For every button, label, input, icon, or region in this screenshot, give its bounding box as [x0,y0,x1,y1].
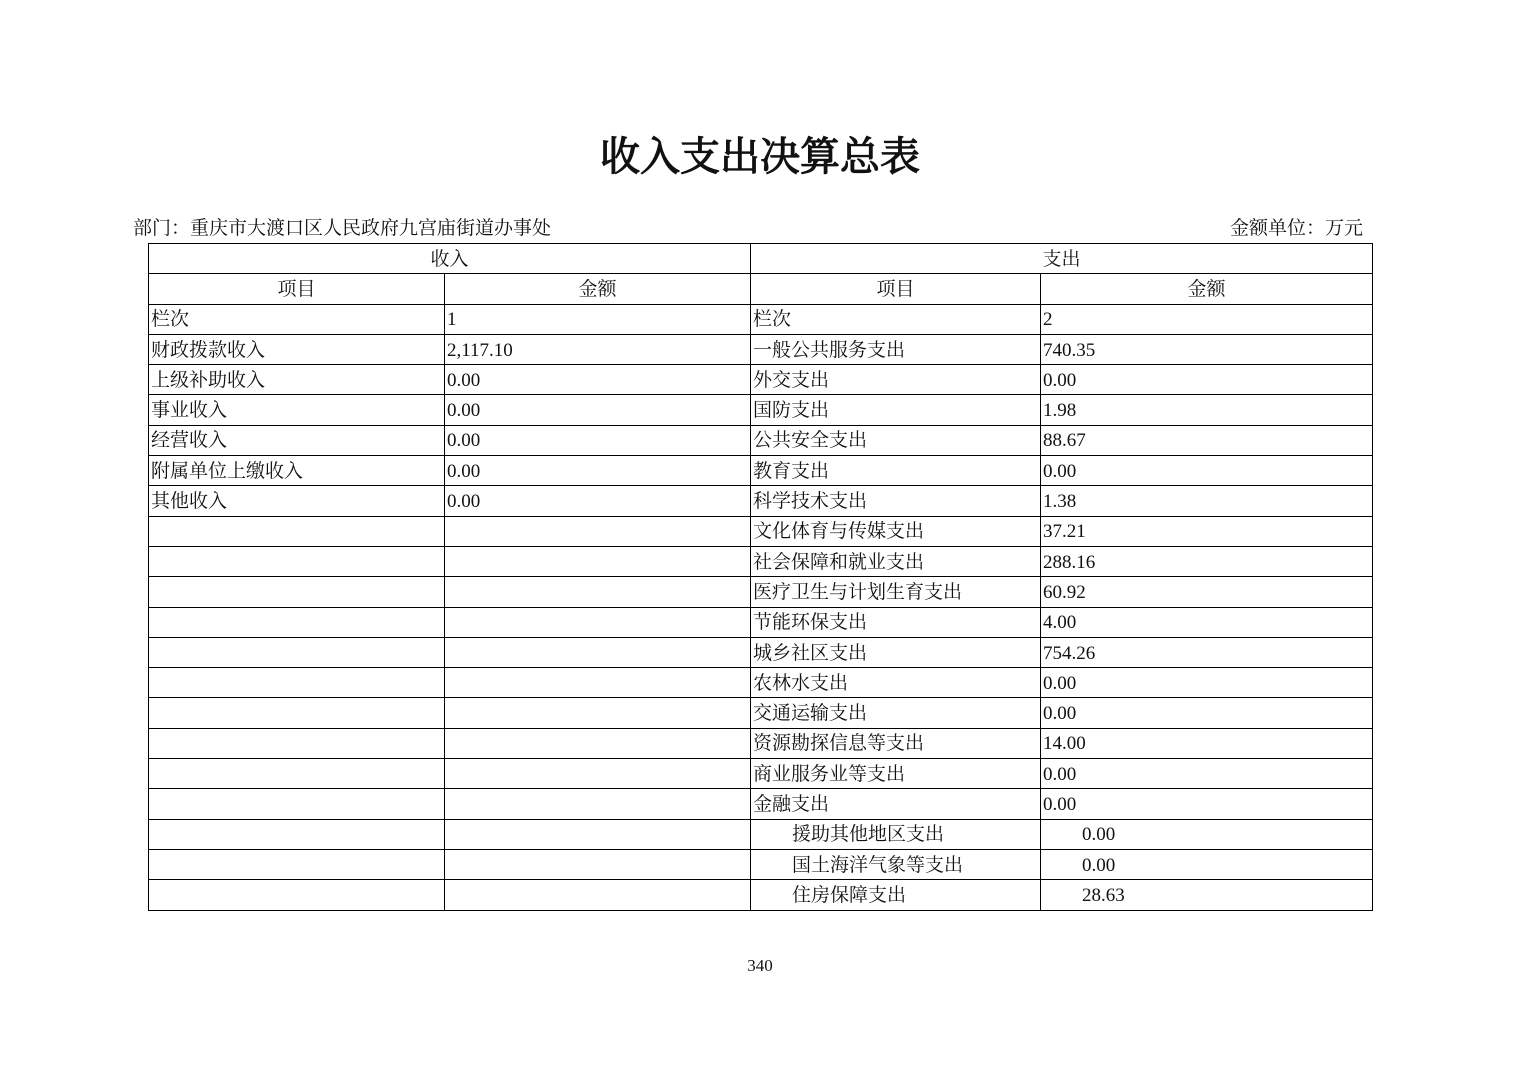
table-row [149,698,1373,728]
income-item-empty [149,880,445,910]
expense-item: 外交支出 [751,365,1041,395]
income-item: 经营收入 [149,425,445,455]
unit-label: 金额单位：万元 [1229,218,1363,239]
budget-table [148,243,1373,911]
income-amount-empty [445,577,751,607]
table-row [149,456,1373,486]
expense-item: 农林水支出 [751,668,1041,698]
table-row [149,637,1373,667]
expense-amount: 60.92 [1041,577,1373,607]
table-row [149,486,1373,516]
expense-amount: 4.00 [1041,607,1373,637]
expense-item: 文化体育与传媒支出 [751,516,1041,546]
table-subheader-row [149,274,1373,304]
table-row [149,577,1373,607]
income-amount-empty [445,637,751,667]
expense-amount: 288.16 [1041,546,1373,576]
income-item-empty [149,668,445,698]
income-amount-empty [445,607,751,637]
income-amount: 0.00 [445,365,751,395]
income-header: 收入 [149,244,751,274]
income-amount-empty [445,849,751,879]
table-row [149,425,1373,455]
income-item-empty [149,728,445,758]
income-item: 上级补助收入 [149,365,445,395]
expense-item: 商业服务业等支出 [751,759,1041,789]
income-amount: 0.00 [445,425,751,455]
expense-item: 社会保障和就业支出 [751,546,1041,576]
expense-index-label: 栏次 [751,304,1041,334]
expense-item: 国土海洋气象等支出 [751,849,1041,879]
expense-amount: 754.26 [1041,637,1373,667]
expense-amount: 0.00 [1041,759,1373,789]
income-amount: 0.00 [445,395,751,425]
expense-item: 援助其他地区支出 [751,819,1041,849]
expense-amount: 740.35 [1041,334,1373,364]
expense-item: 城乡社区支出 [751,637,1041,667]
income-amount-empty [445,728,751,758]
income-item-empty [149,516,445,546]
expense-item: 公共安全支出 [751,425,1041,455]
expense-amount: 0.00 [1041,668,1373,698]
table-row [149,516,1373,546]
income-item-empty [149,637,445,667]
income-item-empty [149,607,445,637]
income-item-empty [149,759,445,789]
income-item-empty [149,819,445,849]
income-amount-empty [445,546,751,576]
expense-amount: 1.38 [1041,486,1373,516]
income-item: 事业收入 [149,395,445,425]
income-amount-empty [445,668,751,698]
table-row [149,668,1373,698]
expense-item-header: 项目 [751,274,1041,304]
expense-amount: 0.00 [1041,789,1373,819]
expense-amount: 1.98 [1041,395,1373,425]
table-row [149,334,1373,364]
table-index-row [149,304,1373,334]
expense-amount-header: 金额 [1041,274,1373,304]
expense-header: 支出 [751,244,1373,274]
expense-item: 资源勘探信息等支出 [751,728,1041,758]
table-row [149,728,1373,758]
expense-item: 交通运输支出 [751,698,1041,728]
income-item-header: 项目 [149,274,445,304]
expense-item: 住房保障支出 [751,880,1041,910]
expense-amount: 37.21 [1041,516,1373,546]
income-amount-empty [445,759,751,789]
income-amount: 2,117.10 [445,334,751,364]
expense-item: 节能环保支出 [751,607,1041,637]
table-row [149,395,1373,425]
expense-amount: 0.00 [1041,365,1373,395]
expense-item: 国防支出 [751,395,1041,425]
income-item-empty [149,789,445,819]
income-item: 附属单位上缴收入 [149,456,445,486]
income-item: 其他收入 [149,486,445,516]
income-amount-empty [445,789,751,819]
table-header-row [149,244,1373,274]
income-item-empty [149,546,445,576]
table-row [149,789,1373,819]
income-amount-empty [445,880,751,910]
income-item-empty [149,698,445,728]
table-row [149,880,1373,910]
income-amount-empty [445,516,751,546]
income-amount-header: 金额 [445,274,751,304]
expense-amount: 0.00 [1041,819,1373,849]
income-amount-empty [445,819,751,849]
expense-amount: 0.00 [1041,456,1373,486]
income-index-value: 1 [445,304,751,334]
expense-amount: 28.63 [1041,880,1373,910]
income-item: 财政拨款收入 [149,334,445,364]
expense-amount: 88.67 [1041,425,1373,455]
page-title: 收入支出决算总表 [600,134,920,179]
expense-amount: 0.00 [1041,698,1373,728]
table-row [149,819,1373,849]
income-index-label: 栏次 [149,304,445,334]
income-amount: 0.00 [445,456,751,486]
expense-item: 教育支出 [751,456,1041,486]
expense-index-value: 2 [1041,304,1373,334]
expense-item: 金融支出 [751,789,1041,819]
table-row [149,607,1373,637]
expense-amount: 0.00 [1041,849,1373,879]
table-row [149,849,1373,879]
expense-item: 医疗卫生与计划生育支出 [751,577,1041,607]
expense-amount: 14.00 [1041,728,1373,758]
income-amount: 0.00 [445,486,751,516]
income-item-empty [149,849,445,879]
table-row [149,365,1373,395]
department-label: 部门：重庆市大渡口区人民政府九宫庙街道办事处 [133,218,552,239]
income-item-empty [149,577,445,607]
expense-item: 一般公共服务支出 [751,334,1041,364]
table-row [149,546,1373,576]
expense-item: 科学技术支出 [751,486,1041,516]
page-number: 340 [747,956,773,975]
income-amount-empty [445,698,751,728]
table-row [149,759,1373,789]
